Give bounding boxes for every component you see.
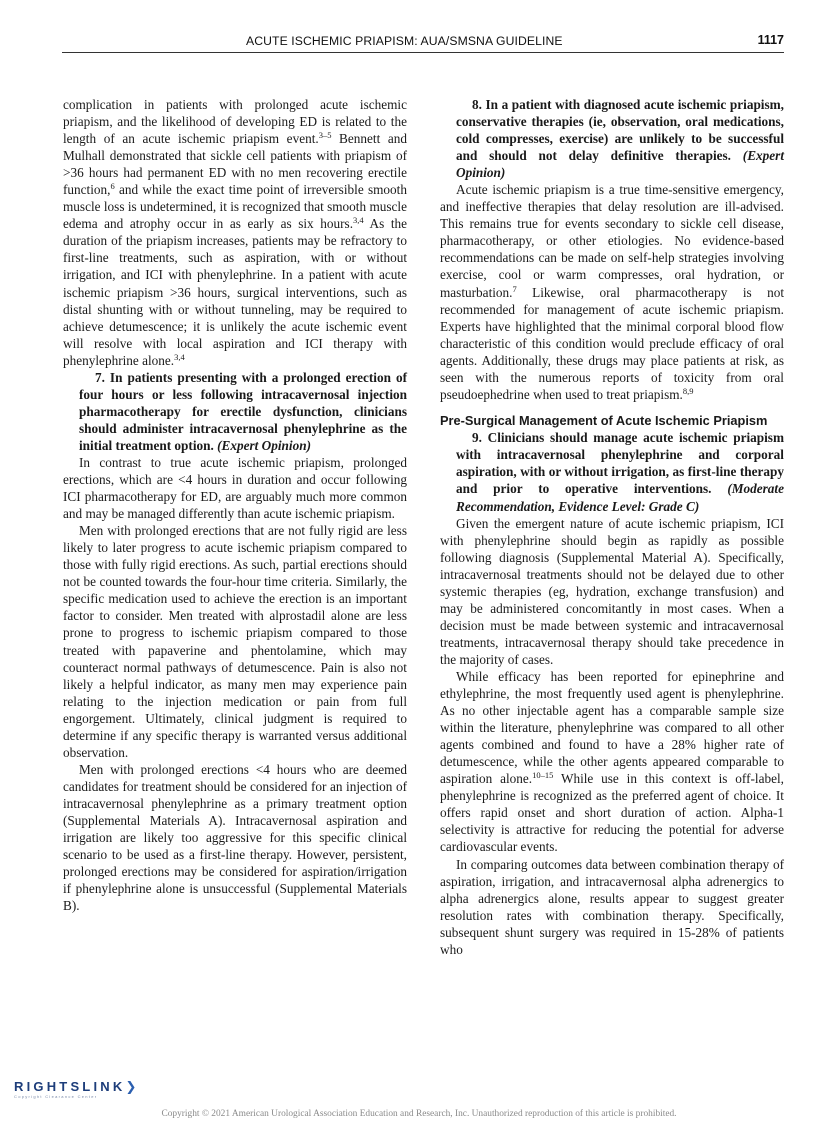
evidence-label: (Expert Opinion) <box>217 437 312 453</box>
chevron-right-icon: ❯ <box>125 1079 137 1094</box>
evidence-label: (Moderate Recommendation, Evidence Level: Grade C) <box>456 481 784 514</box>
citation: 6 <box>110 181 115 192</box>
header-rule <box>62 52 784 53</box>
citation: 7 <box>512 283 517 294</box>
right-column <box>440 96 784 958</box>
rightslink-logo[interactable]: RIGHTSLINK❯ <box>14 1079 137 1094</box>
paragraph: Men with prolonged erections that are not fully rigid are less likely to later progress to acute ischemic priapism compared to those with fully rigid erections. As such, partial erections should not be counted towards the four-hour time criteria. Similarly, the specific medication used to achieve the erection is an important factor to consider. Men treated with alprostadil alone are less prone to progress to ischemic priapism compared to those treated with papaverine and phentolamine, which may counteract normal pathways of detumescence. Pain is also not likely a helpful indicator, as many men may experience pain relating to the injection medication or pain from full engorgement. Ultimately, clinical judgment is required to determine if any specific therapy is warranted versus additional observation. <box>63 523 407 760</box>
citation: 3,4 <box>353 215 364 226</box>
paragraph: Given the emergent nature of acute ischemic priapism, ICI with phenylephrine should begin as rapidly as possible following diagnosis (Supplemental Material A). Specifically, intracavernosal treatments should not be delayed due to other systemic therapies (eg, hydration, exchange transfusion) and may be administered concomitantly in most cases. When a decision must be made between systemic and intracavernosal treatments, intracavernosal therapy should take precedence in the majority of cases. <box>440 515 784 667</box>
rightslink-tagline: Copyright Clearance Center <box>14 1094 98 1099</box>
citation: 3–5 <box>318 130 332 141</box>
recommendation-7: 7. In patients presenting with a prolonged erection of four hours or less following intracavernosal injection pharmacotherapy for erectile dysfunction, clinicians should administer intracavernosal phenylephrine as the initial treatment option. (Expert Opinion) <box>79 369 407 453</box>
evidence-label: (Expert Opinion) <box>456 148 784 181</box>
recommendation-9: 9. Clinicians should manage acute ischemic priapism with intracavernosal phenylephrine and corporal aspiration, with or without irrigation, as first-line therapy and prior to operative interventions. (Moderate Recommendation, Evidence Level: Grade C) <box>456 430 784 514</box>
page-number: 1117 <box>757 33 784 47</box>
section-heading: Pre-Surgical Management of Acute Ischemic Priapism <box>440 412 768 428</box>
paragraph: Men with prolonged erections <4 hours who are deemed candidates for treatment should be considered for an injection of intracavernosal phenylephrine as a primary treatment option (Supplemental Materials A). Intracavernosal aspiration and irrigation are likely too aggressive for this specific clinical scenario to be used as a first-line therapy. However, persistent, prolonged erections may be considered for aspiration/irrigation if phenylephrine alone is unsuccessful (Supplemental Materials B). <box>63 761 407 914</box>
recommendation-8: 8. In a patient with diagnosed acute ischemic priapism, conservative therapies (ie, observation, oral medications, cold compresses, exercise) are unlikely to be successful and should not delay definitive therapies. (Expert Opinion) <box>456 97 784 181</box>
paragraph: While efficacy has been reported for epinephrine and ethylephrine, the most frequently used agent is phenylephrine. As no other injectable agent has a comparable sample size within the literature, phenylephrine was compared to all other agents combined and found to have a 28% higher rate of detumescence, while the other agents appeared comparable to aspiration alone.$^{10-15}$ While use in this context is off-label, phenylephrine is recognized as the preferred agent of choice. It offers rapid onset and short duration of action. Alpha-1 selectivity is attractive for reducing the potential for adverse cardiovascular events. <box>440 669 784 855</box>
left-column <box>63 96 407 914</box>
paragraph: Acute ischemic priapism is a true time-sensitive emergency, and ineffective therapies that delay resolution are ill-advised. This remains true for events secondary to sickle cell disease, pharmacotherapy, or other etiologies. No evidence-based recommendations can be made on self-help strategies involving exercise, cool or warm compresses, oral hydration, or masturbation.$^7$ Likewise, oral pharmacotherapy is not recommended for management of acute ischemic priapism. Experts have highlighted that the minimal corporal blood flow characteristic of this condition would preclude efficacy of oral agents. Additionally, these drugs may place patients at risk, as seen with the numerous reports of toxicity from oral pseudoephedrine when used to treat priapism.$^{8,9}$ <box>440 182 784 402</box>
paragraph: In contrast to true acute ischemic priapism, prolonged erections, which are <4 hours in duration and occur following ICI pharmacotherapy for ED, are arguably much more common and may be managed differently than acute ischemic priapism. <box>63 454 407 522</box>
citation: 3,4 <box>174 351 185 362</box>
citation: 8,9 <box>682 385 694 396</box>
paragraph: complication in patients with prolonged acute ischemic priapism, and the likelihood of developing ED is related to the length of an acute ischemic priapism event.$^{3-5}$ Bennett and Mulhall demonstrated that sickle cell patients with priapism of >36 hours had permanent ED with no men recovering erectile function,$^6$ and while the exact time point of irreversible smooth muscle loss is undetermined, it is recognized that smooth muscle edema and atrophy occur in as early as six hours.$^{3,4}$ As the duration of the priapism increases, patients may be refractory to first-line treatments, such as aspiration, with or without irrigation, and ICI with phenylephrine. In a patient with acute ischemic priapism >36 hours, surgical interventions, such as distal shunting with or without tunneling, may be required to achieve detumescence; it is unlikely the acute ischemic event will resolve with local aspiration and ICI therapy with phenylephrine alone.$^{3,4}$ <box>63 97 408 368</box>
paragraph: In comparing outcomes data between combination therapy of aspiration, irrigation, and intracavernosal alpha adrenergics to alpha adrenergics alone, results appear to suggest greater resolution rates with combination therapy. Specifically, subsequent shunt surgery was required in 15-28% of patients who <box>440 856 784 957</box>
citation: 10–15 <box>532 770 554 781</box>
copyright-notice: Copyright © 2021 American Urological Association Education and Research, Inc. Unauthorized reproduction of this article is prohibited. <box>161 1109 677 1119</box>
running-title: ACUTE ISCHEMIC PRIAPISM: AUA/SMSNA GUIDELINE <box>246 34 563 48</box>
